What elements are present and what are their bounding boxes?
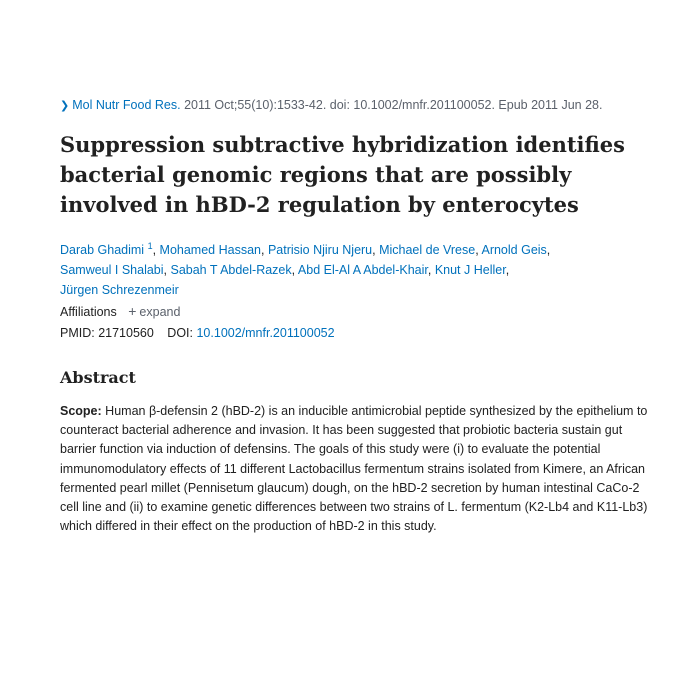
scope-label: Scope:	[60, 404, 102, 418]
author-link[interactable]: Abd El-Al A Abdel-Khair	[297, 263, 428, 278]
author-link[interactable]: Sabah T Abdel-Razek	[170, 263, 292, 278]
affiliations-label: Affiliations	[60, 305, 117, 319]
doi-link[interactable]: 10.1002/mnfr.201100052	[196, 326, 335, 340]
plus-icon: +	[128, 303, 137, 319]
author-link[interactable]: Arnold Geis	[481, 243, 547, 258]
author-link[interactable]: Knut J Heller	[434, 263, 506, 278]
pmid: PMID: 21710560	[60, 326, 154, 340]
doi-label: DOI:	[167, 326, 193, 340]
scope-text: Human β-defensin 2 (hBD-2) is an inducible antimicrobial peptide synthesized by the epithelium to counteract bacterial adherence and invasion. It has been suggested that probiotic bacteria sustain gut barrier function via induction of defensins. The goals of this study were (i) to evaluate the potential immunomodulatory effects of 11 different Lactobacillus fermentum strains isolated from Kimere, an African fermented pearl millet (Pennisetum glaucum) dough, on the hBD-2 secretion by human intestinal CaCo-2 cell line and (ii) to examine genetic differences between two strains of L. fermentum (K2-Lb4 and K11-Lb3) which differed in their effect on the production of hBD-2 in this study.	[60, 404, 648, 534]
author-link[interactable]: Samweul I Shalabi	[60, 263, 164, 278]
journal-link[interactable]: Mol Nutr Food Res.	[72, 98, 181, 112]
citation-details: 2011 Oct;55(10):1533-42. doi: 10.1002/mnfr.201100052. Epub 2011 Jun 28.	[184, 98, 603, 112]
expand-affiliations-button[interactable]	[128, 305, 180, 319]
citation-line	[60, 98, 602, 112]
author-link[interactable]: Michael de Vrese	[379, 243, 476, 258]
affiliation-marker[interactable]: 1	[147, 241, 153, 251]
author-link[interactable]: Darab Ghadimi	[60, 243, 145, 258]
abstract-heading: Abstract	[60, 368, 136, 387]
chevron-right-icon[interactable]: ❯	[60, 100, 70, 112]
author-link[interactable]: Jürgen Schrezenmeir	[60, 283, 179, 298]
expand-label: expand	[139, 305, 181, 319]
author-link[interactable]: Mohamed Hassan	[159, 243, 261, 258]
article-title: Suppression subtractive hybridization identifies bacterial genomic regions that are possibly involved in hBD-2 regulation by enterocytes	[60, 132, 625, 217]
abstract-scope-paragraph	[60, 402, 650, 536]
identifiers-row	[60, 326, 335, 340]
author-list: Darab Ghadimi $^1$, Mohamed Hassan, Patrisio Njiru Njeru, Michael de Vrese, Arnold Geis, Samweul I Shalabi, Sabah T Abdel-Razek, Abd El-Al A Abdel-Khair, Knut J Heller, Jürgen Schrezenmeir	[60, 241, 551, 298]
affiliations-row	[60, 303, 180, 319]
author-link[interactable]: Patrisio Njiru Njeru	[267, 243, 373, 258]
